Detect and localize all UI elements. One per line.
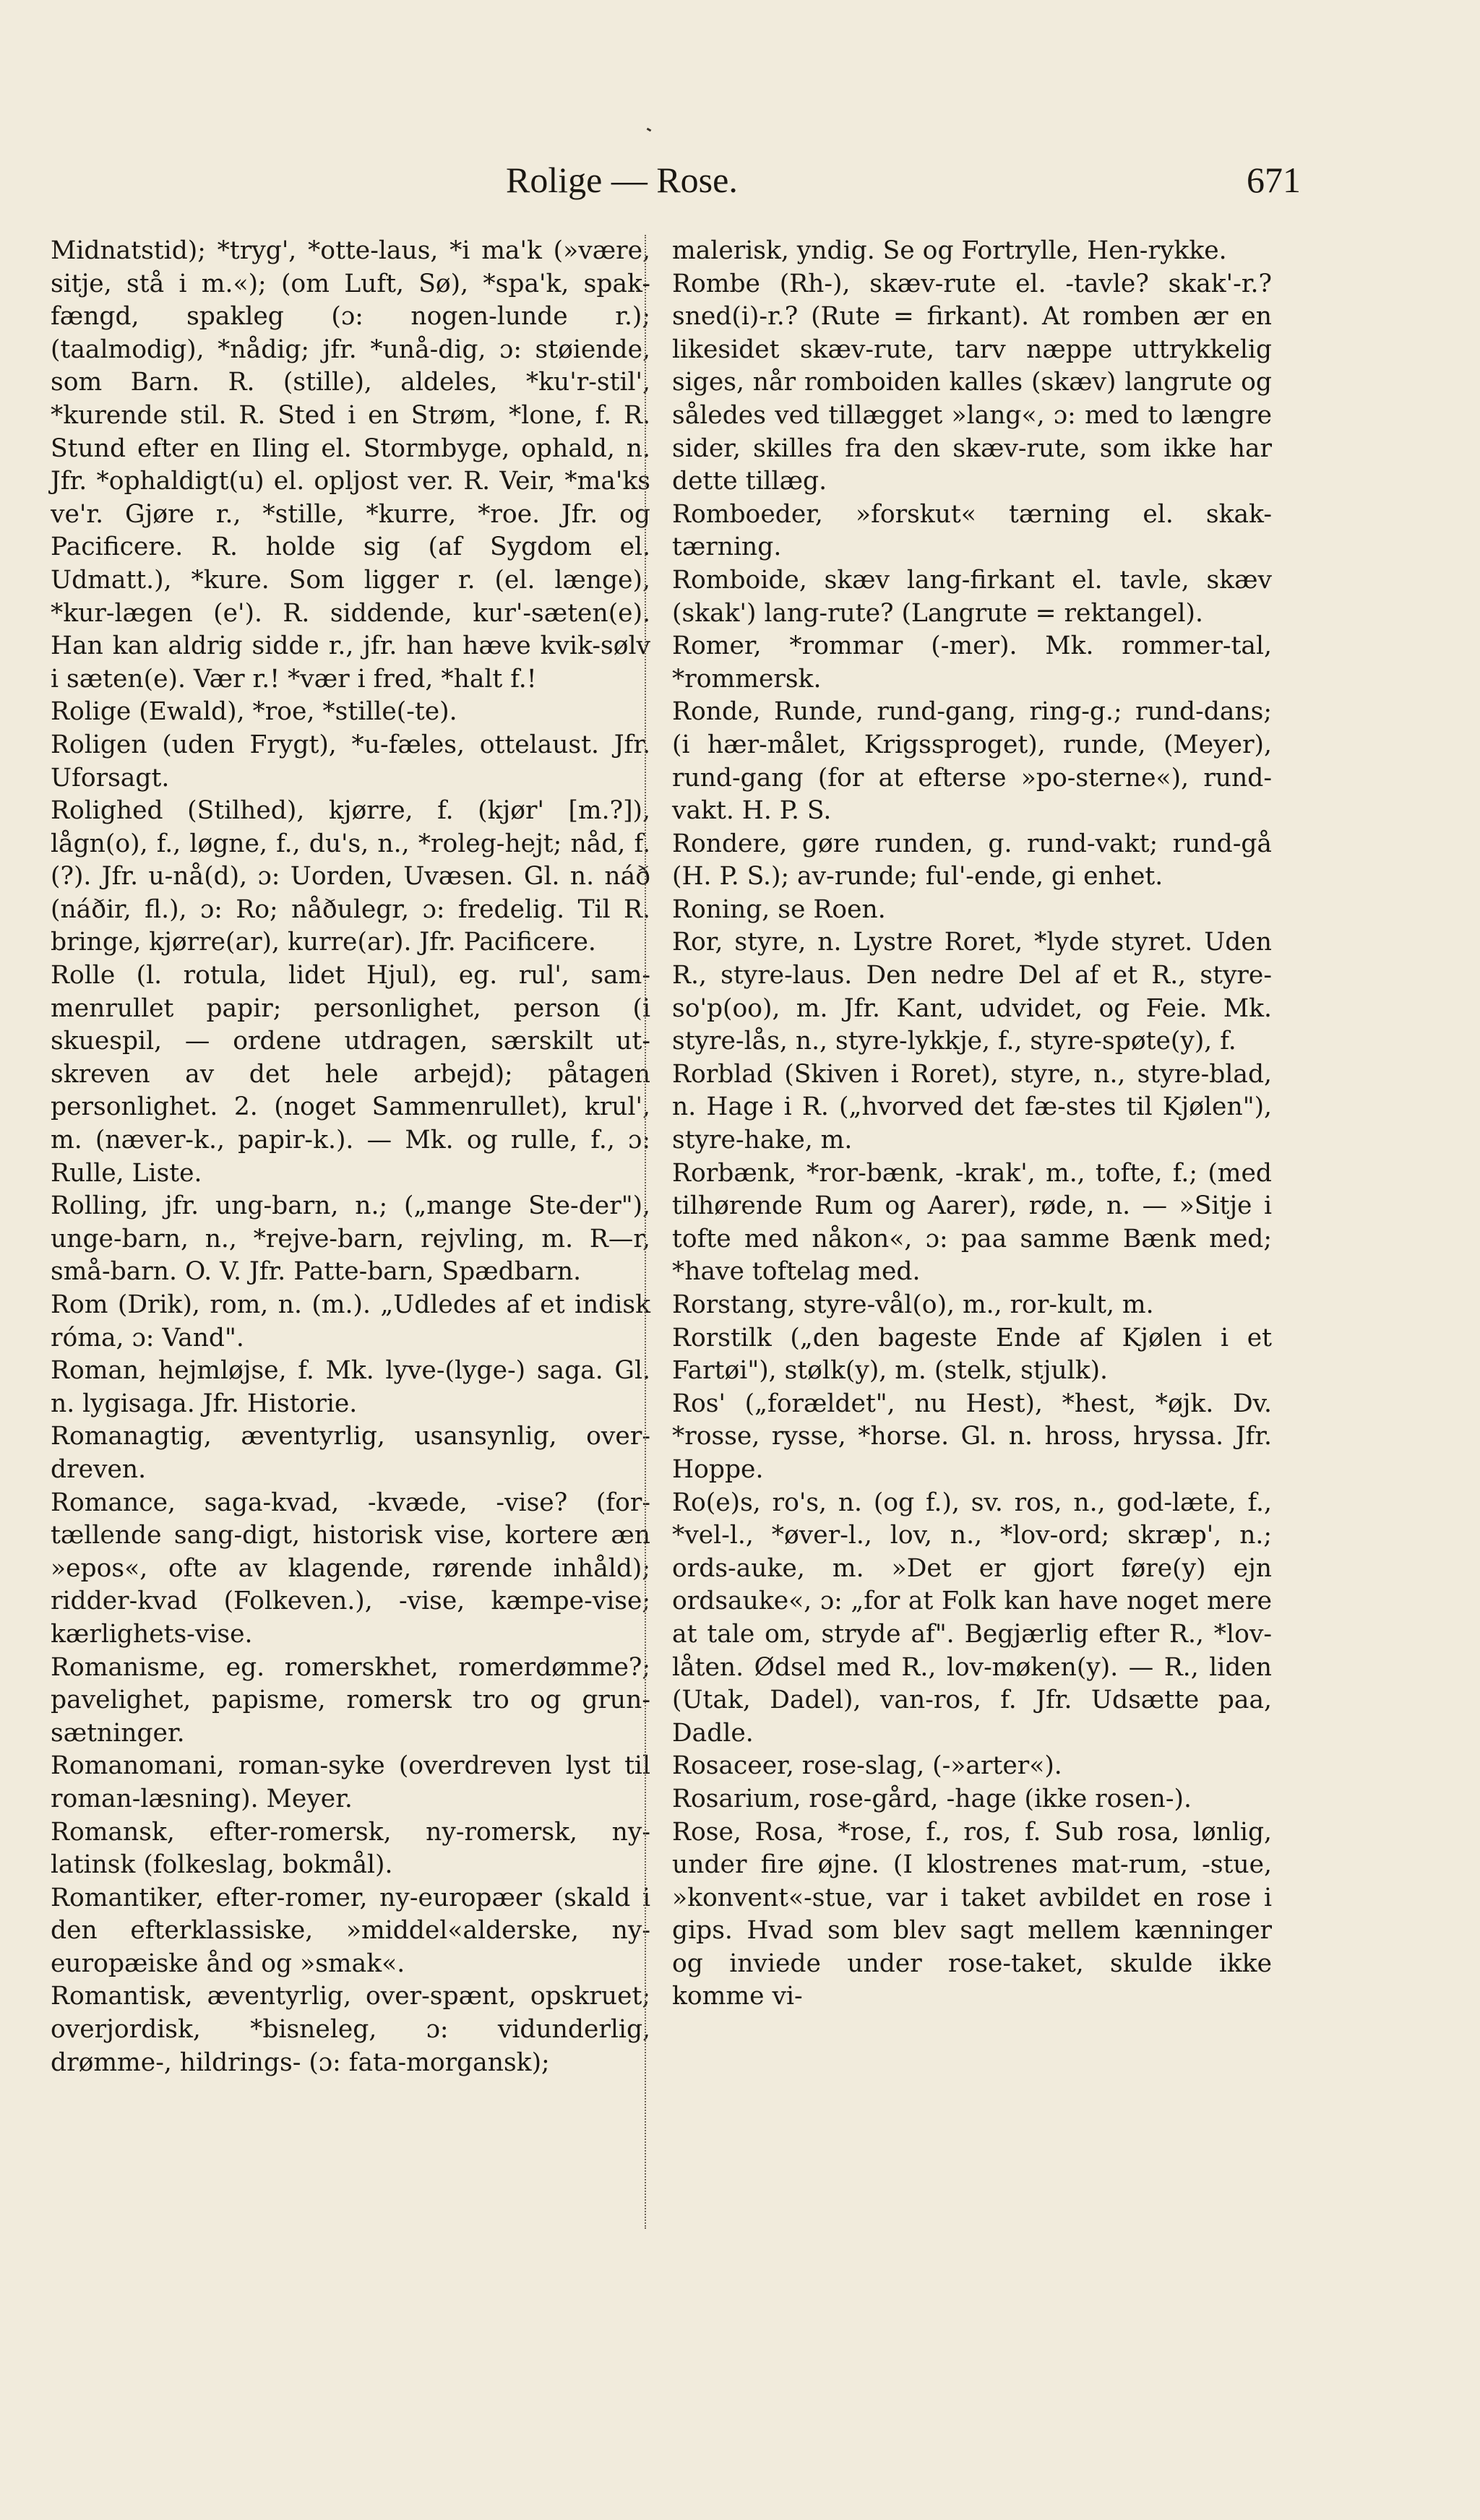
entry: Romansk, efter-romersk, ny-romersk, ny-latinsk (folkeslag, bokmål). bbox=[51, 1817, 650, 1880]
entry: Rosaceer, rose-slag, (-»arter«). bbox=[672, 1751, 1062, 1781]
entry: Ror, styre, n. Lystre Roret, *lyde styret. Uden R., styre-laus. Den nedre Del af et R., styre-so'p(oo), m. Jfr. Kant, udvidet, og Feie. Mk. styre-lås, n., styre-lykkje, f., styre-spøte(y), f. bbox=[672, 928, 1272, 1056]
entry: Rolighed (Stilhed), kjørre, f. (kjør' [m.?]), lågn(o), f., løgne, f., du's, n., *roleg-hejt; nåd, f. (?). Jfr. u-nå(d), ɔ: Uorden, Uvæsen. Gl. n. náð (náðir, fl.), ɔ: Ro; nåðulegr, ɔ: fredelig. Til R. bringe, kjørre(ar), kurre(ar). Jfr. Pacificere. bbox=[51, 796, 650, 957]
right-column bbox=[672, 235, 1272, 2014]
entry: Rosarium, rose-gård, -hage (ikke rosen-). bbox=[672, 1784, 1192, 1813]
entry: Roman, hejmløjse, f. Mk. lyve-(lyge-) saga. Gl. n. lygisaga. Jfr. Historie. bbox=[51, 1356, 650, 1418]
entry: Romance, saga-kvad, -kvæde, -vise? (for-tællende sang-digt, historisk vise, kortere æn »epos«, ofte av klagende, rørende inhåld); ridder-kvad (Folkeven.), -vise, kæmpe-vise; kærlighets-vise. bbox=[51, 1488, 650, 1649]
entry: Midnatstid); *tryg', *otte-laus, *i ma'k (»være, sitje, stå i m.«); (om Luft, Sø), *spa'k, spak-fængd, spakleg (ɔ: nogen-lunde r.); (taalmodig), *nådig; jfr. *unå-dig, ɔ: støiende, som Barn. R. (stille), aldeles, *ku'r-stil', *kurende stil. R. Sted i en Strøm, *lone, f. R. Stund efter en Iling el. Stormbyge, ophald, n. Jfr. *ophaldigt(u) el. opljost ver. R. Veir, *ma'ks ve'r. Gjøre r., *stille, *kurre, *roe. Jfr. og Pacificere. R. holde sig (af Sygdom el. Udmatt.), *kure. Som ligger r. (el. længe), *kur-lægen (e'). R. siddende, kur'-sæten(e). Han kan aldrig sidde r., jfr. han hæve kvik-sølv i sæten(e). Vær r.! *vær i fred, *halt f.! bbox=[51, 236, 650, 694]
entry: Rolling, jfr. ung-barn, n.; („mange Ste-der"), unge-barn, n., *rejve-barn, rejvling, m. R—r, små-barn. O. V. Jfr. Patte-barn, Spædbarn. bbox=[51, 1191, 650, 1287]
entry: Rorstang, styre-vål(o), m., ror-kult, m. bbox=[672, 1290, 1154, 1319]
entry: Ronde, Runde, rund-gang, ring-g.; rund-dans; (i hær-målet, Krigssproget), runde, (Meyer), rund-gang (for at efterse »po-sterne«), rund-vakt. H. P. S. bbox=[672, 697, 1272, 826]
entry: Roligen (uden Frygt), *u-fæles, ottelaust. Jfr. Uforsagt. bbox=[51, 730, 650, 793]
entry: Rose, Rosa, *rose, f., ros, f. Sub rosa, lønlig, under fire øjne. (I klostrenes mat-rum, -stue, »konvent«-stue, var i taket avbildet en rose i gips. Hvad som blev sagt mellem kænninger og inviede under rose-taket, skulde ikke komme vi- bbox=[672, 1817, 1272, 2011]
entry: Rolige (Ewald), *roe, *stille(-te). bbox=[51, 697, 457, 727]
entry: Rombe (Rh-), skæv-rute el. -tavle? skak'-r.? sned(i)-r.? (Rute = firkant). At romben ær en likesidet skæv-rute, tarv næppe uttrykkelig siges, når romboiden kalles (skæv) langrute og således ved tillægget »lang«, ɔ: med to længre sider, skilles fra den skæv-rute, som ikke har dette tillæg. bbox=[672, 269, 1272, 496]
page-number: 671 bbox=[1247, 160, 1301, 200]
left-column bbox=[51, 235, 650, 2079]
entry: Romanisme, eg. romerskhet, romerdømme?; pavelighet, papisme, romersk tro og grun-sætninger. bbox=[51, 1652, 650, 1748]
entry: Rorbænk, *ror-bænk, -krak', m., tofte, f.; (med tilhørende Rum og Aarer), røde, n. — »Sitje i tofte med nåkon«, ɔ: paa samme Bænk med; *have toftelag med. bbox=[672, 1158, 1272, 1287]
entry: Ros' („forældet", nu Hest), *hest, *øjk. Dv. *rosse, rysse, *horse. Gl. n. hross, hryssa. Jfr. Hoppe. bbox=[672, 1389, 1272, 1484]
entry: Rorblad (Skiven i Roret), styre, n., styre-blad, n. Hage i R. („hvorved det fæ-stes til Kjølen"), styre-hake, m. bbox=[672, 1059, 1272, 1155]
entry: malerisk, yndig. Se og Fortrylle, Hen-rykke. bbox=[672, 236, 1227, 265]
entry: Rorstilk („den bageste Ende af Kjølen i et Fartøi"), stølk(y), m. (stelk, stjulk). bbox=[672, 1323, 1272, 1386]
entry: Roning, se Roen. bbox=[672, 894, 886, 924]
entry: Romanomani, roman-syke (overdreven lyst til roman-læsning). Meyer. bbox=[51, 1751, 650, 1813]
entry: Romantiker, efter-romer, ny-europæer (skald i den efterklassiske, »middel«alderske, ny-europæiske ånd og »smak«. bbox=[51, 1883, 650, 1978]
print-speck bbox=[647, 128, 652, 132]
running-title: Rolige — Rose. bbox=[506, 160, 738, 200]
entry: Ro(e)s, ro's, n. (og f.), sv. ros, n., god-læte, f., *vel-l., *øver-l., lov, n., *lov-ord; skræp', n.; ords-auke, m. »Det er gjort føre(y) ejn ordsauke«, ɔ: „for at Folk kan have noget mere at tale om, stryde af". Begjærlig efter R., *lov-låten. Ødsel med R., lov-møken(y). — R., liden (Utak, Dadel), van-ros, f. Jfr. Udsætte paa, Dadle. bbox=[672, 1488, 1272, 1748]
entry: Romantisk, æventyrlig, over-spænt, opskruet; overjordisk, *bisneleg, ɔ: vidunderlig, drømme-, hildrings- (ɔ: fata-morgansk); bbox=[51, 1982, 650, 2077]
entry: Romboeder, »forskut« tærning el. skak-tærning. bbox=[672, 499, 1272, 562]
entry: Rolle (l. rotula, lidet Hjul), eg. rul', sam-menrullet papir; personlighet, person (i skuespil, — ordene utdragen, særskilt ut-skreven av det hele arbejd); påtagen personlighet. 2. (noget Sammenrullet), krul', m. (næver-k., papir-k.). — Mk. og rulle, f., ɔ: Rulle, Liste. bbox=[51, 961, 650, 1188]
page-header bbox=[506, 159, 1301, 217]
entry: Romboide, skæv lang-firkant el. tavle, skæv (skak') lang-rute? (Langrute = rektangel). bbox=[672, 565, 1272, 628]
column-divider bbox=[645, 235, 646, 2229]
entry: Rondere, gøre runden, g. rund-vakt; rund-gå (H. P. S.); av-runde; ful'-ende, gi enhet. bbox=[672, 829, 1272, 892]
entry: Romer, *rommar (-mer). Mk. rommer-tal, *rommersk. bbox=[672, 631, 1272, 694]
entry: Romanagtig, æventyrlig, usansynlig, over-dreven. bbox=[51, 1422, 650, 1484]
entry: Rom (Drik), rom, n. (m.). „Udledes af et indisk róma, ɔ: Vand". bbox=[51, 1290, 650, 1352]
